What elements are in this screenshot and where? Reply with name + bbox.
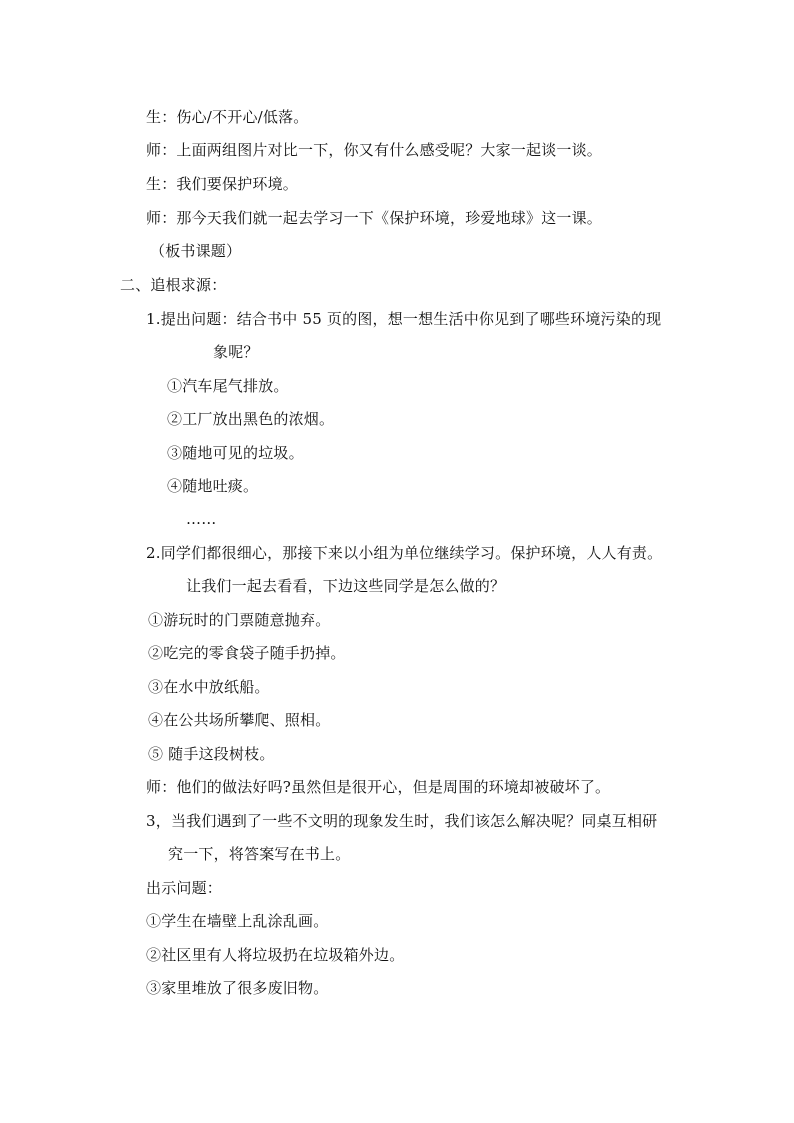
list-item: ③在水中放纸船。 xyxy=(148,678,270,696)
prompt-heading: 出示问题： xyxy=(146,879,223,897)
question-continuation: 象呢？ xyxy=(213,343,259,361)
dialogue-line: 生：我们要保护环境。 xyxy=(146,175,299,193)
list-item: ②吃完的零食袋子随手扔掉。 xyxy=(148,644,346,662)
list-item: ①游玩时的门票随意抛弃。 xyxy=(148,611,331,629)
list-item: ②工厂放出黑色的浓烟。 xyxy=(167,410,335,428)
numbered-question: 2.同学们都很细心，那接下来以小组为单位继续学习。保护环境，人人有责。 xyxy=(146,544,663,562)
question-continuation: 究一下，将答案写在书上。 xyxy=(168,845,351,863)
list-item: ⑤ 随手这段树枝。 xyxy=(148,745,275,763)
list-item: ④在公共场所攀爬、照相。 xyxy=(148,711,331,729)
list-item: ③家里堆放了很多废旧物。 xyxy=(146,979,329,997)
numbered-question: 1.提出问题：结合书中 55 页的图，想一想生活中你见到了哪些环境污染的现 xyxy=(146,310,662,328)
list-item: ④随地吐痰。 xyxy=(167,477,259,495)
dialogue-line: 师：上面两组图片对比一下，你又有什么感受呢？大家一起谈一谈。 xyxy=(146,141,603,159)
dialogue-line: 生：伤心/不开心/低落。 xyxy=(146,108,309,126)
dialogue-line: 师：那今天我们就一起去学习一下《保护环境，珍爱地球》这一课。 xyxy=(146,209,603,227)
section-heading: 二、追根求源： xyxy=(120,276,227,294)
list-item: ①汽车尾气排放。 xyxy=(167,377,289,395)
numbered-question: 3，当我们遇到了一些不文明的现象发生时，我们该怎么解决呢？同桌互相研 xyxy=(146,812,658,830)
list-item: ②社区里有人将垃圾扔在垃圾箱外边。 xyxy=(146,946,405,964)
dialogue-line: 师：他们的做法好吗?虽然但是很开心，但是周围的环境却被破坏了。 xyxy=(146,778,611,796)
board-note: （板书课题） xyxy=(150,242,242,260)
question-continuation: 让我们一起去看看，下边这些同学是怎么做的？ xyxy=(186,577,506,595)
ellipsis-line: …… xyxy=(186,510,217,528)
list-item: ①学生在墙壁上乱涂乱画。 xyxy=(146,912,329,930)
list-item: ③随地可见的垃圾。 xyxy=(167,444,304,462)
